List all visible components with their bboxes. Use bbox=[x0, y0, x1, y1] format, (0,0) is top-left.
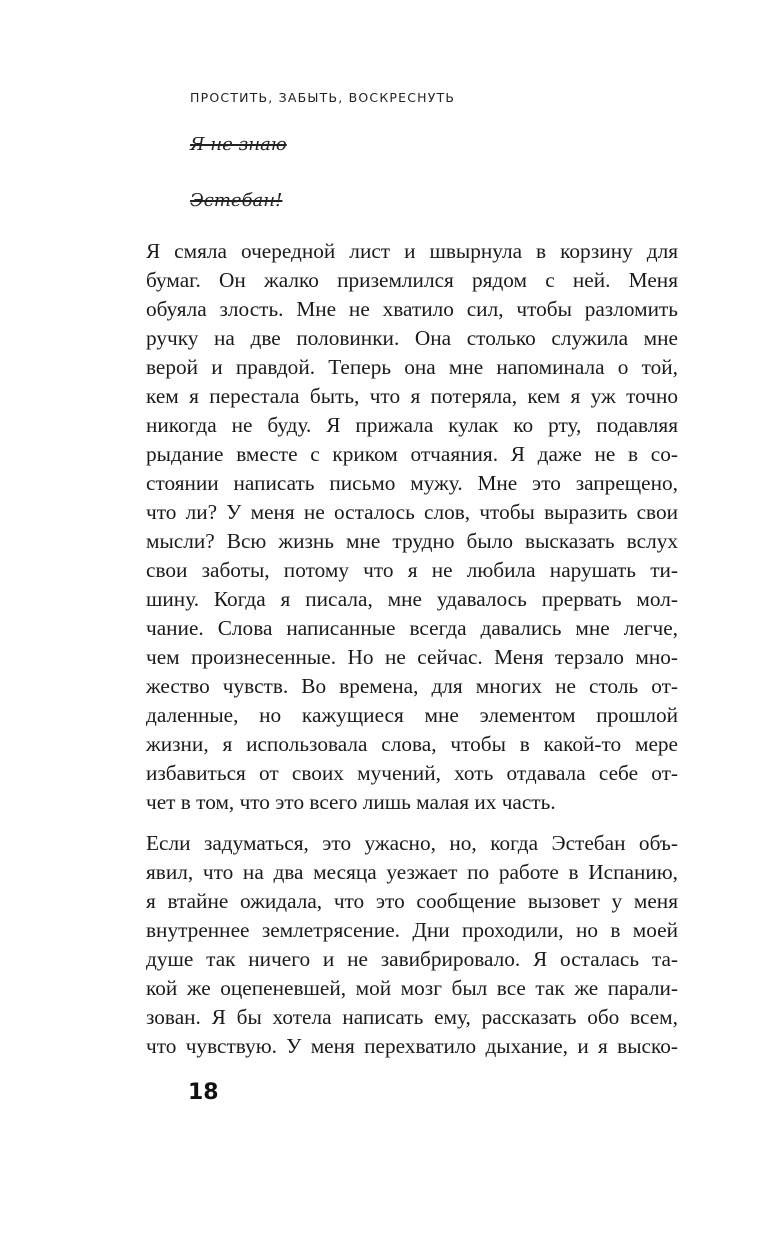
struck-line-2: Эстебан! bbox=[190, 190, 283, 211]
text-line: верой и правдой. Теперь она мне напоминала о той, bbox=[146, 355, 678, 379]
text-line: стоянии написать письмо мужу. Мне это запрещено, bbox=[146, 471, 678, 495]
text-line: я втайне ожидала, что это сообщение вызовет у меня bbox=[146, 889, 678, 913]
text-line: что ли? У меня не осталось слов, чтобы выразить свои bbox=[146, 500, 678, 524]
text-line: кой же оцепеневшей, мой мозг был все так же парали- bbox=[146, 976, 678, 1000]
text-line: мысли? Всю жизнь мне трудно было высказать вслух bbox=[146, 529, 678, 553]
text-line: что чувствую. У меня перехватило дыхание, и я выско- bbox=[146, 1034, 678, 1058]
paragraph-1 bbox=[146, 237, 678, 817]
text-line: Если задуматься, это ужасно, но, когда Эстебан объ- bbox=[146, 831, 678, 855]
text-line: явил, что на два месяца уезжает по работе в Испанию, bbox=[146, 860, 678, 884]
text-line: обуяла злость. Мне не хватило сил, чтобы разломить bbox=[146, 297, 678, 321]
struck-line-1: Я не знаю bbox=[190, 134, 287, 155]
text-line: даленные, но кажущиеся мне элементом прошлой bbox=[146, 703, 678, 727]
text-line: шину. Когда я писала, мне удавалось прервать мол- bbox=[146, 587, 678, 611]
text-line: Я смяла очередной лист и швырнула в корзину для bbox=[146, 239, 678, 263]
text-line: никогда не буду. Я прижала кулак ко рту, подавляя bbox=[146, 413, 678, 437]
text-line: душе так ничего и не завибрировало. Я осталась та- bbox=[146, 947, 678, 971]
text-line: чание. Слова написанные всегда давались мне легче, bbox=[146, 616, 678, 640]
running-head: ПРОСТИТЬ, ЗАБЫТЬ, ВОСКРЕСНУТЬ bbox=[190, 90, 456, 105]
text-line: зован. Я бы хотела написать ему, рассказать обо всем, bbox=[146, 1005, 678, 1029]
paragraph-2 bbox=[146, 829, 678, 1061]
text-line: жество чувств. Во времена, для многих не столь от- bbox=[146, 674, 678, 698]
text-line: свои заботы, потому что я не любила нарушать ти- bbox=[146, 558, 678, 582]
text-line: кем я перестала быть, что я потеряла, кем я уж точно bbox=[146, 384, 678, 408]
text-line: бумаг. Он жалко приземлился рядом с ней. Меня bbox=[146, 268, 678, 292]
text-line: избавиться от своих мучений, хоть отдавала себе от- bbox=[146, 761, 678, 785]
text-line: чем произнесенные. Но не сейчас. Меня терзало мно- bbox=[146, 645, 678, 669]
page-number: 18 bbox=[188, 1080, 219, 1105]
text-line: рыдание вместе с криком отчаяния. Я даже не в со- bbox=[146, 442, 678, 466]
text-line: внутреннее землетрясение. Дни проходили, но в моей bbox=[146, 918, 678, 942]
text-line: чет в том, что это всего лишь малая их часть. bbox=[146, 790, 556, 814]
text-line: ручку на две половинки. Она столько служила мне bbox=[146, 326, 678, 350]
text-line: жизни, я использовала слова, чтобы в какой-то мере bbox=[146, 732, 678, 756]
